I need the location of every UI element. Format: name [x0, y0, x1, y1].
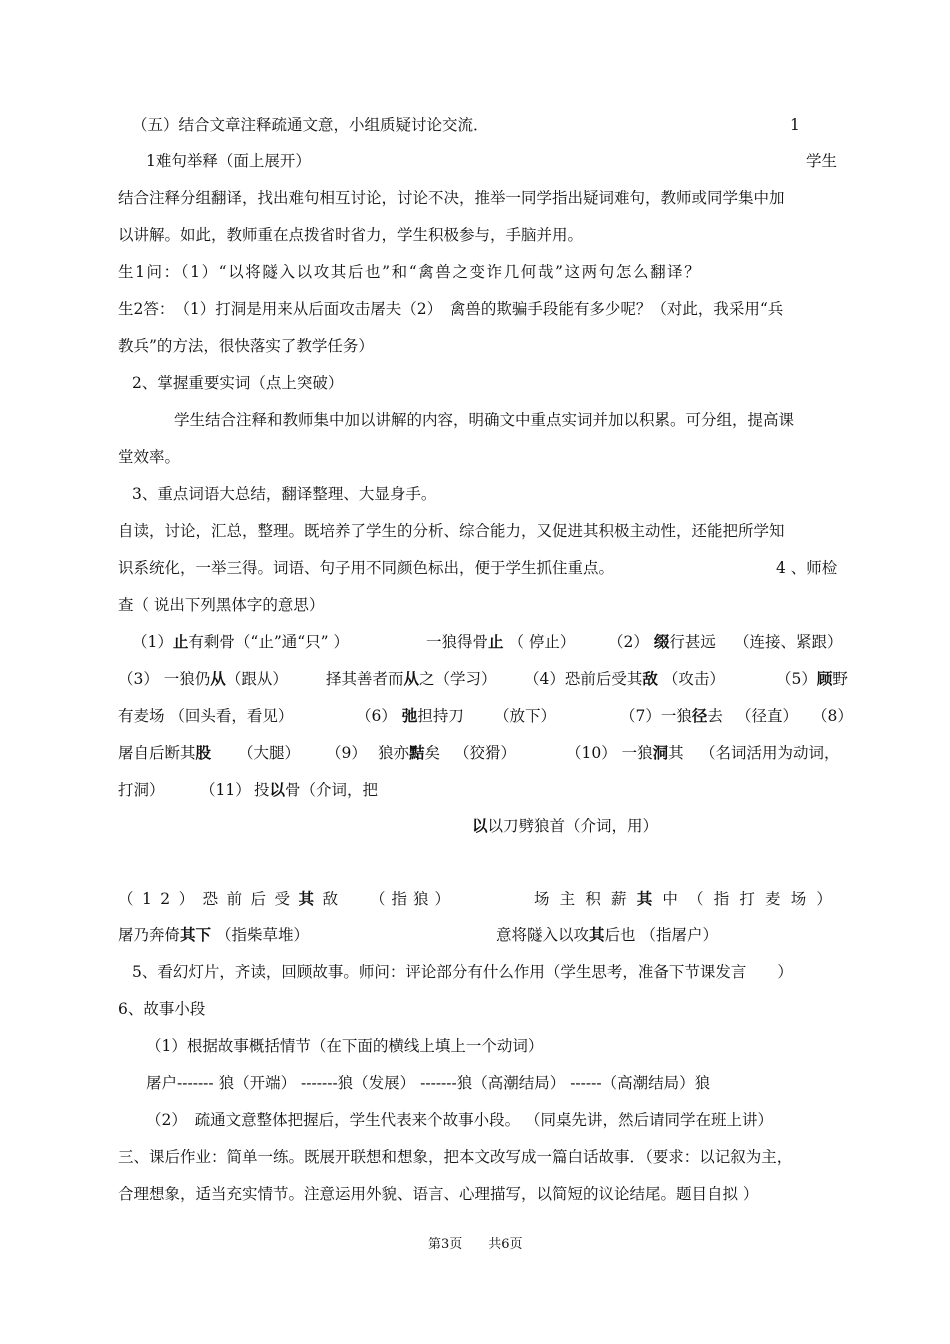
paragraph-line: 识系统化，一举三得。词语、句子用不同颜色标出，便于学生抓住重点。: [118, 559, 615, 577]
vocab-line: （大腿）: [238, 744, 301, 762]
plot-instruction: （1）根据故事概括情节（在下面的横线上填上一个动词）: [146, 1037, 544, 1055]
vocab-line: （径直）: [736, 707, 799, 725]
vocab-line: 以以刀劈狼首（介词，用）: [472, 816, 659, 835]
page-number: 第3页: [428, 1237, 463, 1252]
vocab-line: 意将隧入以攻其后也 （指屠户）: [496, 925, 718, 944]
paragraph-line: 堂效率。: [118, 448, 181, 466]
margin-number: 1: [790, 116, 800, 134]
subheading-key-words: 2、掌握重要实词（点上突破）: [132, 374, 344, 392]
paragraph-line: 查（ 说出下列黑体字的意思）: [118, 596, 325, 614]
plot-chain: 屠户------- 狼（开端） -------狼（发展） -------狼（高潮结局） ------（高潮结局）狼: [146, 1074, 711, 1092]
vocab-line-spaced: （ 1 2 ） 恐 前 后 受 其 敌: [118, 889, 338, 908]
vocab-line: （1）止有剩骨（“止”通“只” ）: [132, 632, 350, 651]
vocab-line: 屠乃奔倚其下 （指柴草堆）: [118, 925, 309, 944]
step-6-heading: 6、故事小段: [118, 1000, 206, 1018]
vocab-line: （7）一狼径去: [620, 706, 723, 725]
student-answer: 生2答： （1）打洞是用来从后面攻击屠夫（2） 禽兽的欺骗手段能有多少呢？（对此，我采用“兵: [118, 300, 784, 318]
section-heading: （五）结合文章注释疏通文意，小组质疑讨论交流．: [132, 116, 489, 134]
paragraph-line: 学生结合注释和教师集中加以讲解的内容，明确文中重点实词并加以积累。可分组，提高课: [174, 411, 795, 429]
text-fragment: 学生: [806, 152, 838, 170]
vocab-line: 打洞）: [118, 781, 165, 799]
page-total: 共6页: [488, 1237, 523, 1252]
vocab-line: （11）: [200, 781, 251, 799]
vocab-line-spaced: 场 主 积 薪 其 中 （ 指 打 麦 场 ）: [534, 889, 832, 908]
vocab-line: （放下）: [494, 707, 557, 725]
vocab-line: （10） 一狼洞其: [566, 743, 684, 762]
vocab-line: （9）: [326, 744, 367, 762]
paragraph-line: 以讲解。如此，教师重在点拨省时省力，学生积极参与，手脑并用。: [118, 226, 584, 244]
vocab-line: （5）顾野: [776, 669, 848, 688]
vocab-line-spaced: （ 指 狼 ）: [370, 890, 450, 908]
vocab-line: （8）: [812, 707, 853, 725]
vocab-line: 有麦场 （回头看，看见）: [118, 707, 294, 725]
subheading-summary: 3、重点词语大总结，翻译整理、大显身手。: [132, 485, 437, 503]
paragraph-line: 自读，讨论，汇总，整理。既培养了学生的分析、综合能力，又促进其积极主动性，还能把所学知: [118, 522, 785, 540]
vocab-line: （4）恐前后受其敌 （攻击）: [524, 669, 725, 688]
vocab-line: 屠自后断其股: [118, 743, 212, 762]
subheading-difficult-sentences: 1难句举释（面上展开）: [146, 152, 311, 170]
vocab-line: 择其善者而从之（学习）: [326, 669, 497, 688]
vocab-line: 狼亦黠矣: [378, 743, 441, 762]
homework-line: 合理想象，适当充实情节。注意运用外貌、语言、心理描写，以简短的议论结尾。题目自拟 ）: [118, 1185, 759, 1203]
vocab-line: （2） 缀行甚远: [608, 632, 716, 651]
student-question: 生1问：（1）“以将隧入以攻其后也”和“禽兽之变诈几何哉”这两句怎么翻译？: [118, 263, 702, 281]
step-5-line: 5、看幻灯片，齐读，回顾故事。师问：评论部分有什么作用（学生思考，准备下节课发言 ）: [132, 963, 793, 981]
text-fragment: 4 、师检: [776, 559, 838, 577]
story-retell-line: （2） 疏通文意整体把握后，学生代表来个故事小段。 （同桌先讲，然后请同学在班上讲）: [146, 1111, 774, 1129]
page-footer: [428, 1234, 523, 1256]
vocab-line: （狡猾）: [454, 744, 517, 762]
homework-line: 三、课后作业：简单一练。既展开联想和想象，把本文改写成一篇白话故事．（要求：以记叙为主，: [118, 1148, 793, 1166]
vocab-line: （3） 一狼仍从（跟从）: [118, 669, 288, 688]
paragraph-line: 教兵”的方法，很快落实了教学任务）: [118, 337, 374, 355]
vocab-line: （连接、紧跟）: [734, 633, 843, 651]
vocab-line: 一狼得骨止 （ 停止）: [426, 632, 576, 651]
vocab-line: （6） 弛担持刀: [356, 706, 464, 725]
vocab-line: 投以骨（介词，把: [254, 780, 379, 799]
paragraph-line: 结合注释分组翻译，找出难句相互讨论，讨论不决，推举一同学指出疑词难句，教师或同学集中加: [118, 189, 785, 207]
vocab-line: （名词活用为动词，: [700, 744, 840, 762]
